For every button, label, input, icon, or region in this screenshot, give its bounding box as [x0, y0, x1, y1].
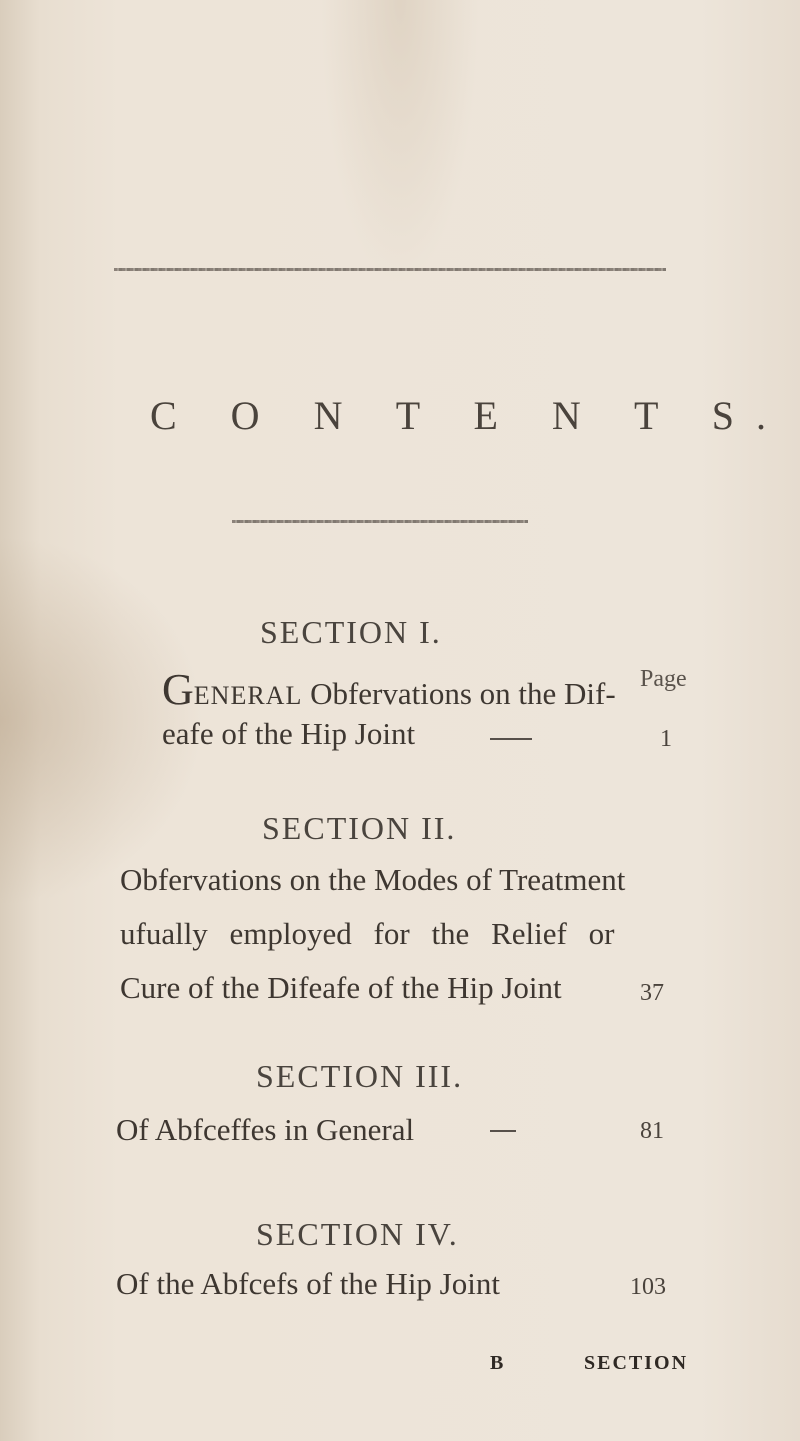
- catchword: SECTION: [584, 1352, 689, 1374]
- top-rule: [114, 268, 666, 271]
- section-1-page: 1: [660, 726, 672, 752]
- section-3-line-1: Of Abfceffes in General: [116, 1112, 415, 1147]
- leader-dash: [490, 1130, 516, 1132]
- section-1-line-1: [162, 664, 616, 715]
- section-2-line-1: Obfervations on the Modes of Treatment: [120, 862, 626, 897]
- section-4-line-1: Of the Abfcefs of the Hip Joint: [116, 1266, 500, 1301]
- lead-smallcaps: ENERAL: [193, 681, 303, 710]
- contents-heading: C O N T E N T S.: [150, 393, 788, 438]
- section-4-title: SECTION IV.: [256, 1216, 459, 1252]
- section-2-line-3: Cure of the Difeafe of the Hip Joint: [120, 970, 562, 1005]
- section-3-page: 81: [640, 1118, 664, 1144]
- drop-initial: G: [162, 665, 194, 714]
- section-2-line-2: ufually employed for the Relief or: [120, 916, 615, 951]
- section-3-title: SECTION III.: [256, 1058, 464, 1094]
- heading-rule: [232, 520, 528, 523]
- section-1-title: SECTION I.: [260, 614, 442, 650]
- leader-dash: [490, 738, 532, 740]
- section-2-page: 37: [640, 980, 664, 1006]
- section-1-line-2: eafe of the Hip Joint: [162, 716, 416, 751]
- section-1-line-1-text: Obfervations on the Dif-: [310, 676, 616, 711]
- signature-mark: B: [490, 1352, 506, 1374]
- page-column-label: Page: [640, 666, 687, 692]
- section-4-page: 103: [630, 1274, 666, 1300]
- section-2-title: SECTION II.: [262, 810, 457, 846]
